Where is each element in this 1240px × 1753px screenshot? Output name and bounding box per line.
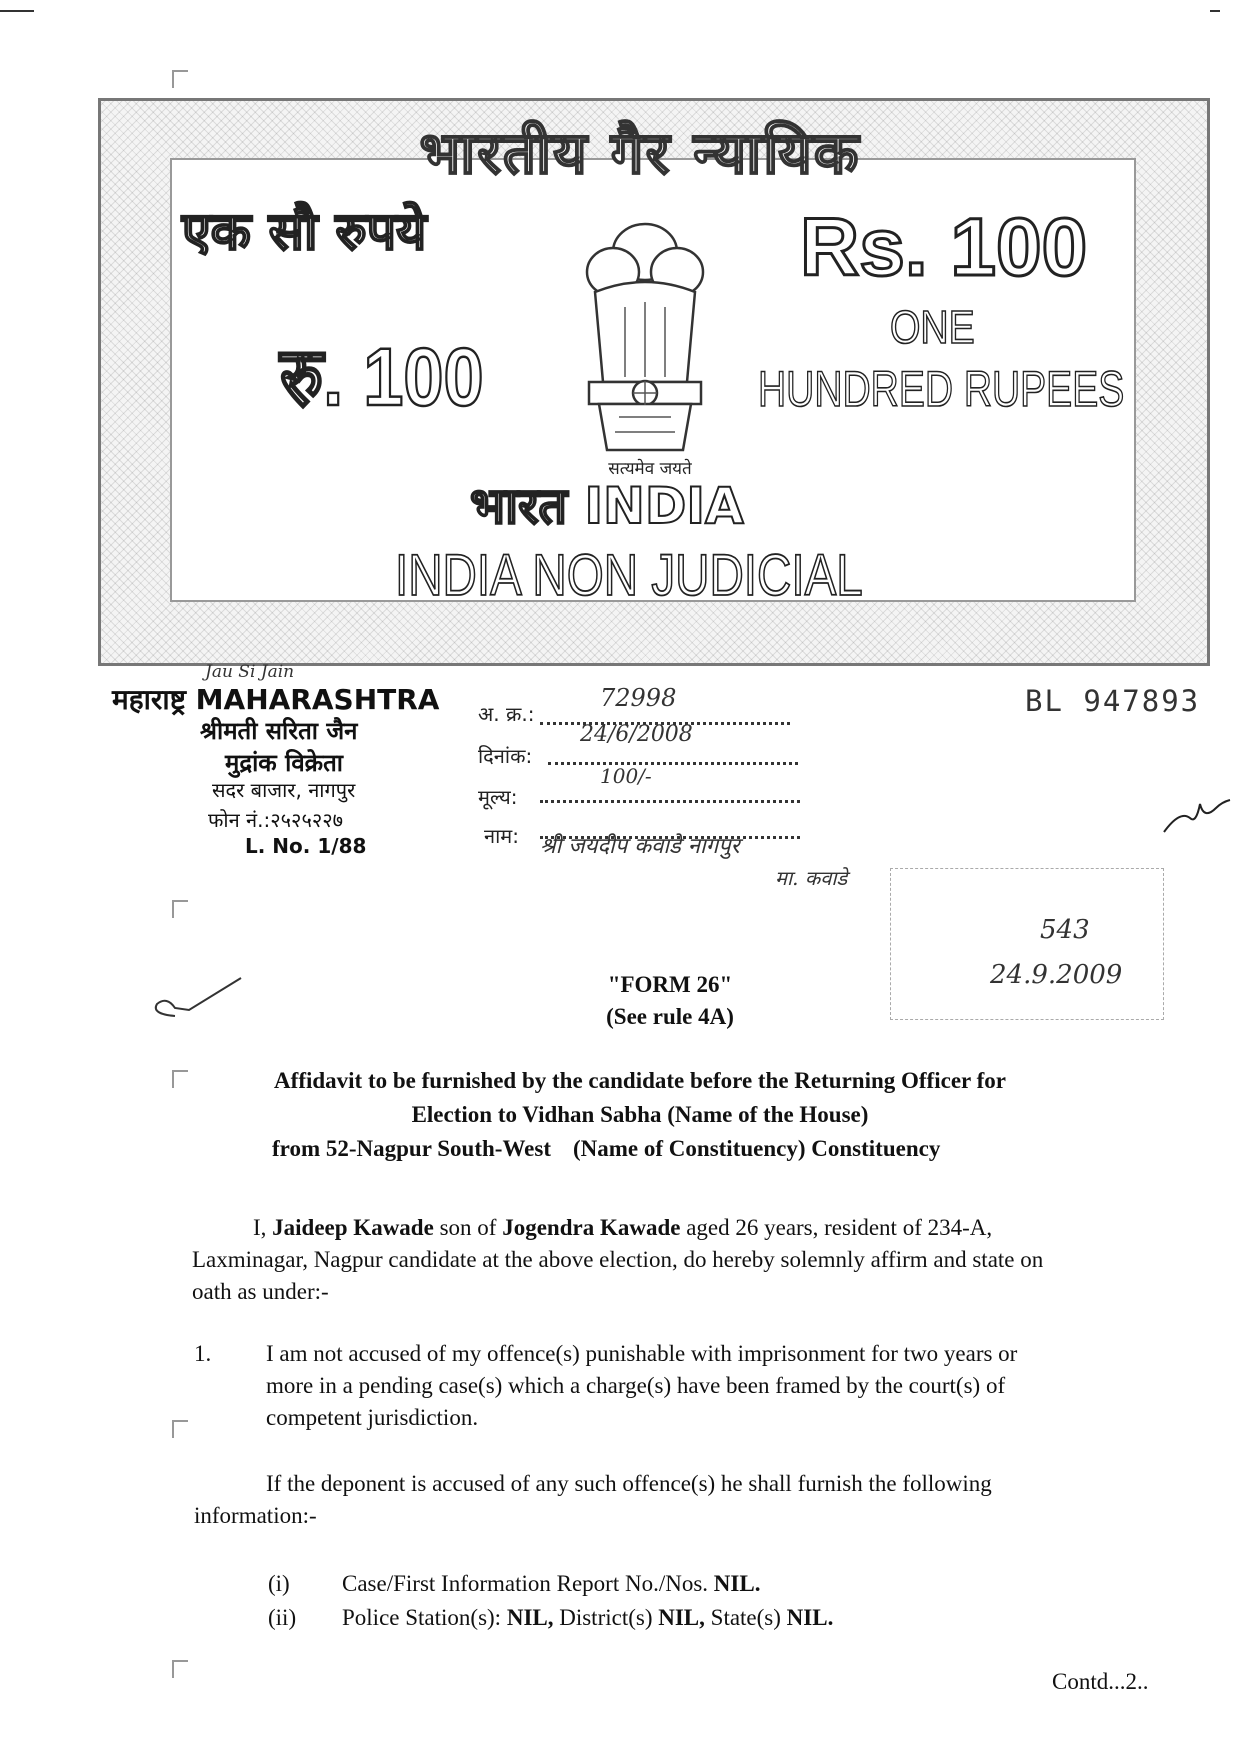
price-value: 100/-: [600, 764, 652, 788]
deponent-line1: [253, 1210, 992, 1245]
police-station-label: Police Station(s):: [342, 1605, 502, 1630]
relation: son of: [439, 1215, 497, 1240]
intro-prefix: I,: [253, 1215, 267, 1240]
constituency-label: (Name of Constituency) Constituency: [573, 1136, 941, 1161]
margin-mark: [172, 1660, 188, 1678]
name-value-line1: श्री जयदीप कवाडे नागपुर: [540, 834, 740, 859]
date-value: 24/6/2008: [580, 722, 693, 747]
margin-mark: [172, 1070, 188, 1088]
price-label: मूल्य:: [478, 785, 518, 809]
item1-line2: more in a pending case(s) which a charge(s) have been framed by the court(s) of: [266, 1373, 1006, 1398]
stamp-amount-words-line1: ONE: [890, 301, 975, 353]
item1-number: 1.: [194, 1341, 212, 1366]
heading-line3: [272, 1136, 940, 1162]
date-dotted-line: [548, 762, 798, 765]
vendor-handwritten-name: Jau Si Jain: [205, 662, 295, 682]
vendor-state: महाराष्ट्र MAHARASHTRA: [112, 683, 440, 716]
state-value: NIL.: [786, 1605, 834, 1630]
district-label: District(s): [559, 1605, 653, 1630]
stamp-header-hindi: भारतीय गैर न्यायिक: [419, 119, 861, 187]
subitem-label: Case/First Information Report No./Nos.: [342, 1571, 709, 1596]
stamp-type-line: INDIA NON JUDICIAL: [395, 543, 863, 608]
vendor-address: सदर बाजार, नागपुर: [212, 778, 356, 802]
police-station-value: NIL,: [506, 1605, 554, 1630]
item1-line3: competent jurisdiction.: [266, 1405, 479, 1430]
deponent-line2: Laxminagar, Nagpur candidate at the above election, do hereby solemnly affirm and state on: [192, 1247, 1044, 1272]
deponent-name: Jaideep Kawade: [272, 1215, 434, 1240]
deponent-details: aged 26 years, resident of 234-A,: [686, 1215, 993, 1240]
item1-line1: I am not accused of my offence(s) punishable with imprisonment for two years or: [266, 1341, 1018, 1366]
continued-note: Contd...2..: [1052, 1669, 1149, 1694]
vendor-designation: मुद्रांक विक्रेता: [225, 749, 343, 777]
vendor-license: L. No. 1/88: [245, 834, 367, 858]
pen-mark: [145, 970, 245, 1030]
stamp-amount-hindi-words: एक सौ रुपये: [182, 202, 427, 262]
constituency-name: from 52-Nagpur South-West: [272, 1136, 551, 1161]
margin-mark: [172, 900, 188, 918]
scan-mark: [1210, 10, 1220, 12]
form-title: "FORM 26": [607, 972, 733, 997]
name-value-line2: मा. कवाडे: [775, 866, 848, 890]
vendor-name: श्रीमती सरिता जैन: [200, 717, 358, 745]
deponent-line3: oath as under:-: [192, 1279, 329, 1304]
stamp-amount-hindi-figure: रु. 100: [280, 332, 484, 423]
margin-mark: [172, 1420, 188, 1438]
subitem-ii: [268, 1600, 833, 1635]
subitem-value: NIL.: [713, 1571, 761, 1596]
annotation-box: [890, 868, 1164, 1020]
subitem-number: (ii): [268, 1605, 297, 1630]
date-label: दिनांक:: [478, 744, 533, 768]
price-dotted-line: [540, 800, 800, 803]
form-subtitle: (See rule 4A): [606, 1004, 734, 1029]
scan-mark: [0, 10, 34, 12]
district-value: NIL,: [658, 1605, 705, 1630]
heading-line1: Affidavit to be furnished by the candidate before the Returning Officer for: [274, 1068, 1006, 1093]
state-label: State(s): [710, 1605, 781, 1630]
serial-value: 72998: [600, 684, 677, 712]
stamp-amount-words-line2: HUNDRED RUPEES: [758, 361, 1125, 417]
annotation-number: 543: [1040, 915, 1090, 945]
national-emblem-icon: [575, 212, 715, 460]
subitem-i: [268, 1566, 760, 1601]
margin-mark: [172, 70, 188, 88]
subitem-number: (i): [268, 1571, 290, 1596]
condition-line2: information:-: [194, 1503, 317, 1528]
stamp-serial-number: BL 947893: [1025, 684, 1201, 718]
father-name: Jogendra Kawade: [502, 1215, 681, 1240]
serial-label: अ. क्र.:: [478, 702, 535, 726]
stamp-country-line: भारत INDIA: [470, 477, 744, 535]
annotation-date: 24.9.2009: [990, 960, 1123, 990]
stamp-amount-figure: Rs. 100: [800, 202, 1088, 293]
vendor-phone: फोन नं.:२५२५२२७: [208, 808, 344, 832]
emblem-motto: सत्यमेव जयते: [608, 459, 692, 479]
condition-line1: If the deponent is accused of any such offence(s) he shall furnish the following: [266, 1471, 992, 1496]
name-label: नाम:: [484, 824, 519, 848]
heading-line2: Election to Vidhan Sabha (Name of the House): [411, 1102, 869, 1127]
signature-mark: [1160, 790, 1232, 840]
